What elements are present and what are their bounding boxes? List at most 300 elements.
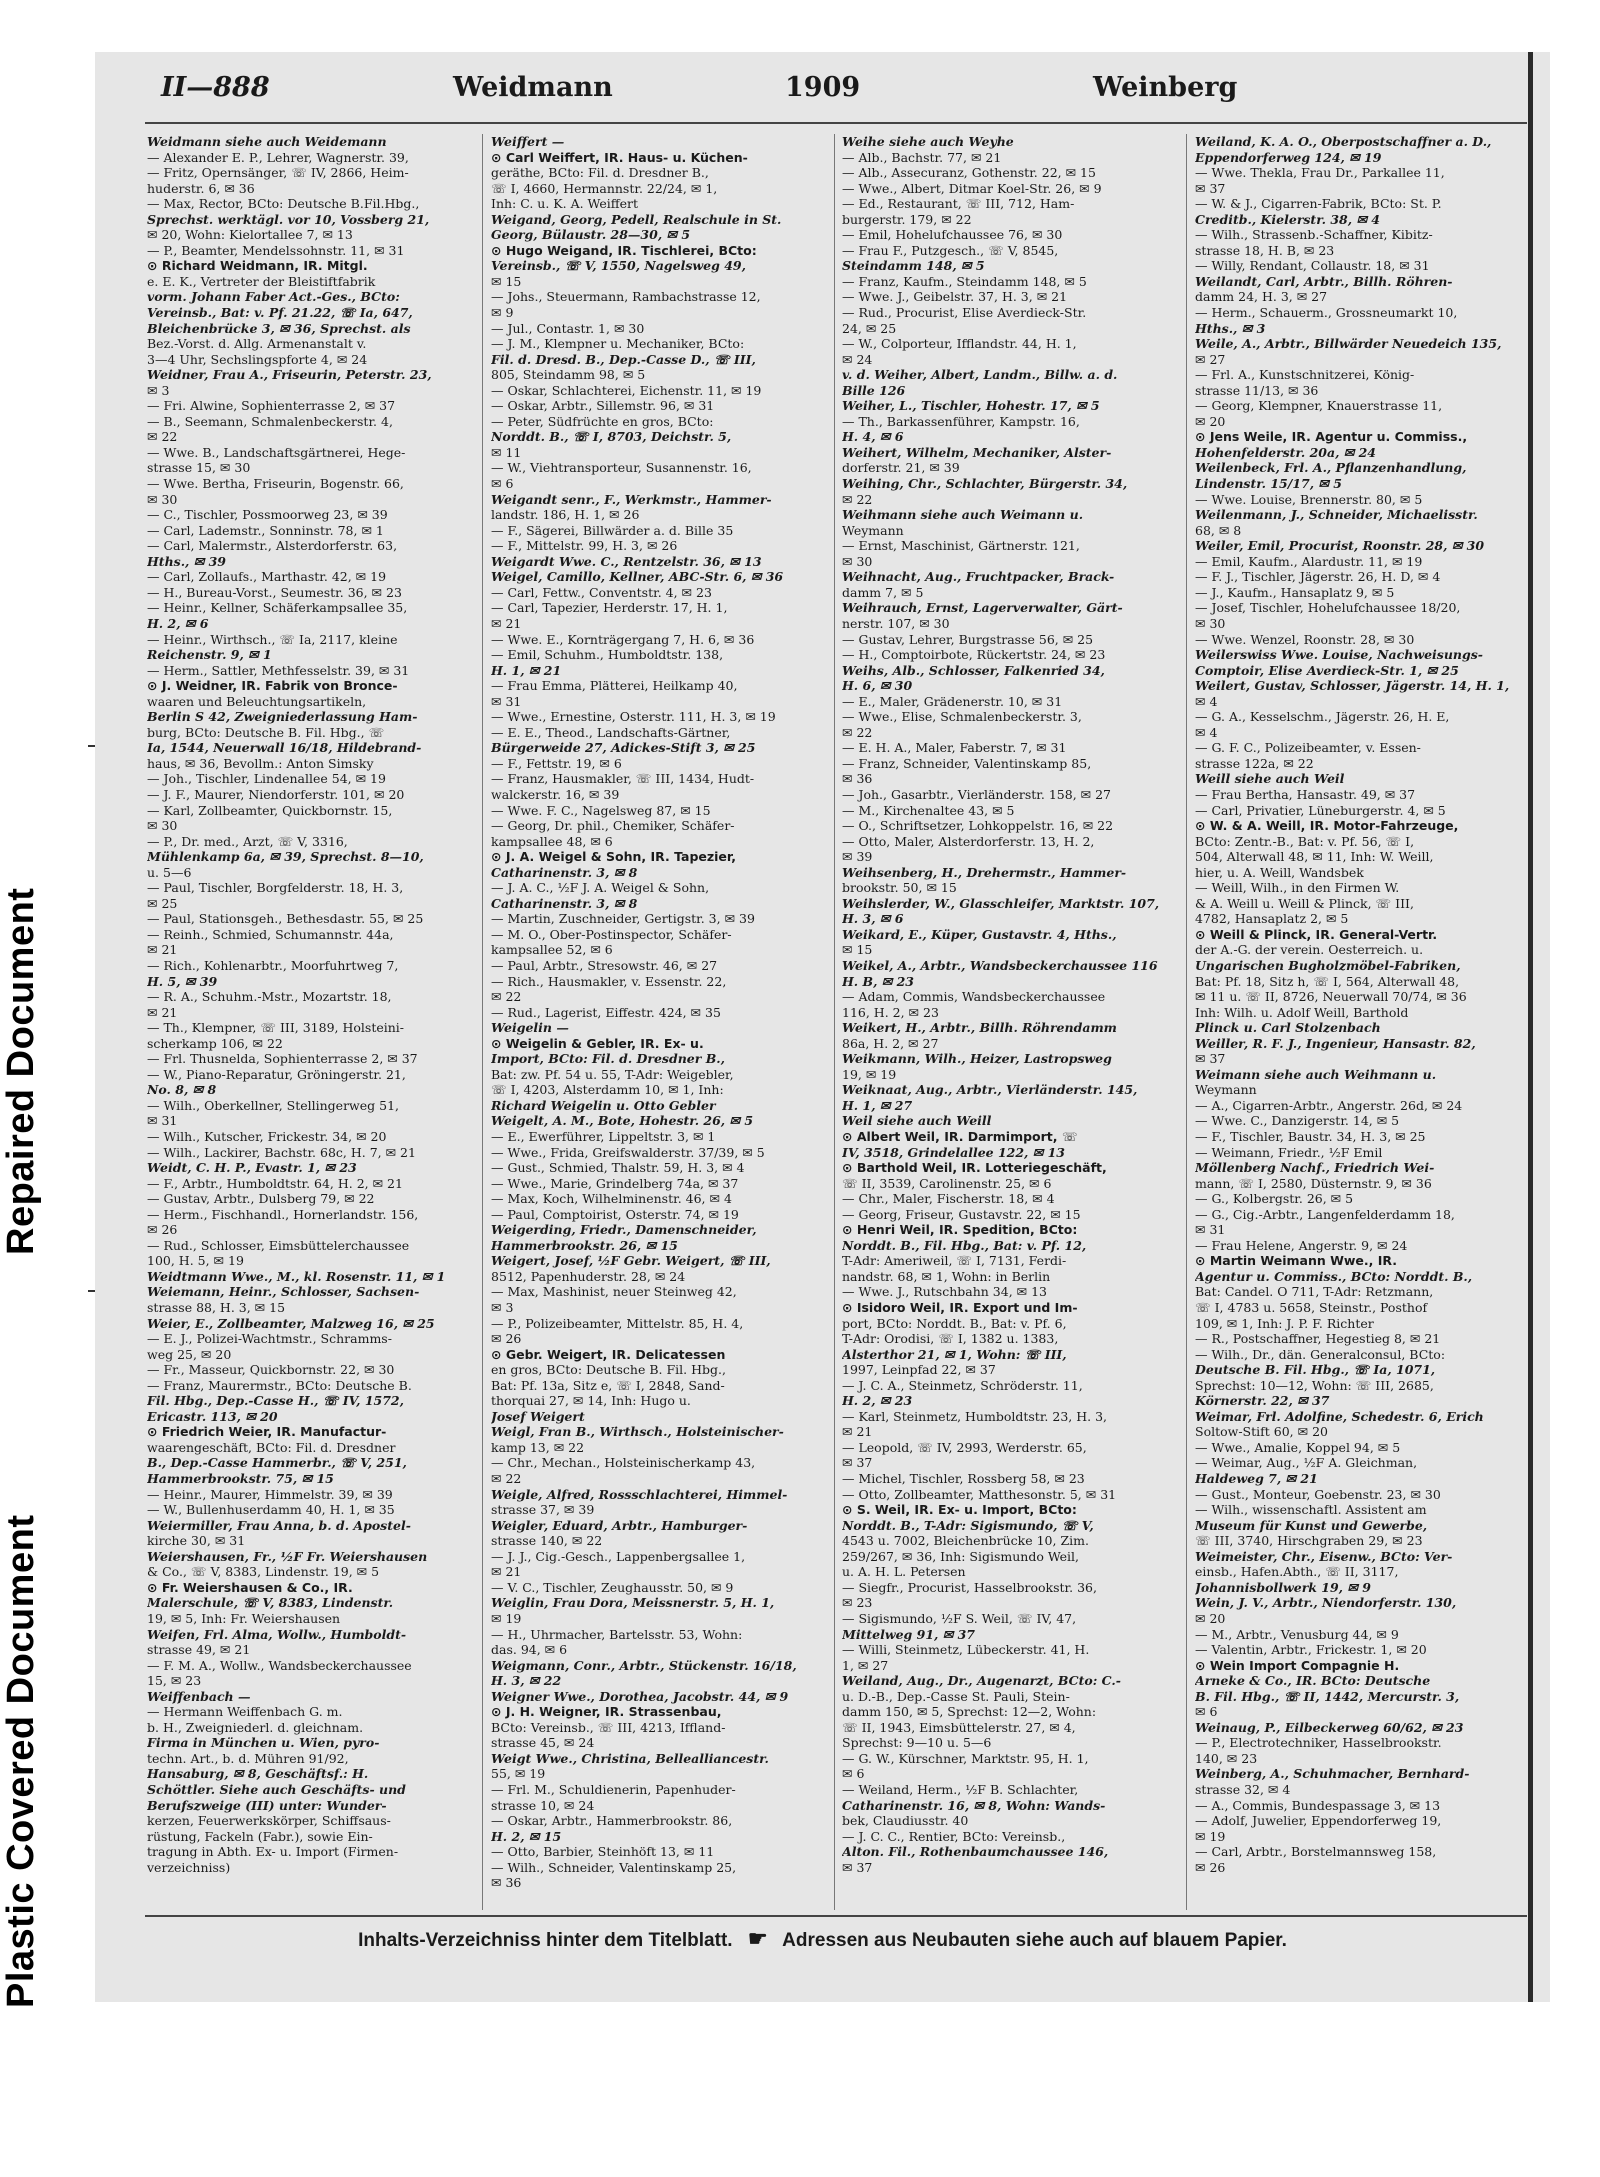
- directory-entry-line: — Joh., Gasarbtr., Vierländerstr. 158, ✉ 27: [842, 786, 1112, 802]
- directory-entry-line: — Frl. A., Kunstschnitzerei, König-: [1195, 367, 1415, 383]
- directory-entry-line: — Paul, Comptoirist, Osterstr. 74, ✉ 19: [491, 1206, 739, 1222]
- directory-entry-line: Weigner Wwe., Dorothea, Jacobstr. 44, ✉ 9: [491, 1688, 789, 1704]
- directory-entry-line: bek, Claudiusstr. 40: [842, 1813, 969, 1829]
- directory-entry-line: — J. A. C., ½F J. A. Weigel & Sohn,: [491, 880, 710, 896]
- directory-entry-line: kirche 30, ✉ 31: [147, 1533, 246, 1549]
- directory-entry-line: — Max, Koch, Wilhelminenstr. 46, ✉ 4: [491, 1191, 732, 1207]
- directory-entry-line: verzeichniss): [147, 1859, 231, 1875]
- directory-entry-line: Ungarischen Bugholzmöbel-Fabriken,: [1195, 957, 1461, 973]
- directory-entry-line: burg, BCto: Deutsche B. Fil. Hbg., ☏: [147, 724, 385, 740]
- directory-entry-line: burgerstr. 179, ✉ 22: [842, 211, 972, 227]
- directory-entry-line: — V. C., Tischler, Zeughausstr. 50, ✉ 9: [491, 1579, 734, 1595]
- directory-entry-line: — G. W., Kürschner, Marktstr. 95, H. 1,: [842, 1750, 1089, 1766]
- directory-entry-line: — Paul, Arbtr., Stresowstr. 46, ✉ 27: [491, 957, 718, 973]
- directory-entry-line: — G. F. C., Polizeibeamter, v. Essen-: [1195, 740, 1421, 756]
- directory-entry-line: ✉ 27: [1195, 351, 1226, 367]
- directory-entry-line: 805, Steindamm 98, ✉ 5: [491, 367, 646, 383]
- directory-entry-line: — Adolf, Juwelier, Eppendorferweg 19,: [1195, 1813, 1442, 1829]
- directory-entry-line: Weilerswiss Wwe. Louise, Nachweisungs-: [1195, 647, 1483, 663]
- directory-entry-line: Bat: zw. Pf. 54 u. 55, T-Adr: Weigebler,: [491, 1066, 734, 1082]
- directory-entry-line: Weigerding, Friedr., Damenschneider,: [491, 1222, 757, 1238]
- directory-entry-line: Weifen, Frl. Alma, Wollw., Humboldt-: [147, 1626, 407, 1642]
- directory-entry-line: — Fritz, Opernsänger, ☏ IV, 2866, Heim-: [147, 165, 409, 181]
- directory-entry-line: strasse 18, H. B, ✉ 23: [1195, 242, 1335, 258]
- directory-entry-line: — P., Electrotechniker, Hasselbrookstr.: [1195, 1735, 1442, 1751]
- directory-entry-line: Hths., ✉ 3: [1195, 320, 1266, 336]
- directory-entry-line: ☏ I, 4783 u. 5658, Steinstr., Posthof: [1195, 1300, 1428, 1316]
- directory-entry-line: — Otto, Maler, Alsterdorferstr. 13, H. 2,: [842, 833, 1095, 849]
- directory-entry-line: strasse 45, ✉ 24: [491, 1735, 595, 1751]
- directory-entry-line: strasse 122a, ✉ 22: [1195, 755, 1314, 771]
- directory-entry-line: mann, ☏ I, 2580, Düsternstr. 9, ✉ 36: [1195, 1175, 1432, 1191]
- directory-entry-line: ☏ II, 1943, Eimsbüttelerstr. 27, ✉ 4,: [842, 1719, 1076, 1735]
- column-divider: [834, 134, 835, 1910]
- directory-entry-line: — Emil, Hohelufchaussee 76, ✉ 30: [842, 227, 1063, 243]
- directory-entry-line: Weiglin, Frau Dora, Meissnerstr. 5, H. 1,: [491, 1595, 775, 1611]
- directory-entry-line: H. 2, ✉ 15: [491, 1828, 562, 1844]
- directory-entry-line: ✉ 26: [491, 1331, 522, 1347]
- directory-entry-line: — A., Commis, Bundespassage 3, ✉ 13: [1195, 1797, 1441, 1813]
- directory-entry-line: — R., Postschaffner, Hegestieg 8, ✉ 21: [1195, 1331, 1441, 1347]
- directory-entry-line: — Otto, Zollbeamter, Matthesonstr. 5, ✉ 31: [842, 1486, 1117, 1502]
- directory-entry-line: — Wwe. Thekla, Frau Dr., Parkallee 11,: [1195, 165, 1445, 181]
- directory-entry-line: Creditb., Kielerstr. 38, ✉ 4: [1195, 211, 1380, 227]
- directory-column-2: [491, 134, 825, 1914]
- directory-entry-line: ✉ 21: [147, 942, 178, 958]
- scanned-page: [95, 52, 1550, 2002]
- directory-entry-line: B. Fil. Hbg., ☏ II, 1442, Mercurstr. 3,: [1195, 1688, 1460, 1704]
- directory-entry-line: ✉ 15: [842, 942, 873, 958]
- directory-entry-line: — J. F., Maurer, Niendorferstr. 101, ✉ 20: [147, 786, 405, 802]
- directory-entry-line: — Th., Klempner, ☏ III, 3189, Holsteini-: [147, 1020, 405, 1036]
- directory-entry-line: ✉ 37: [842, 1859, 873, 1875]
- directory-entry-line: Weymann: [842, 522, 904, 538]
- directory-entry-line: — Wwe. B., Landschaftsgärtnerei, Hege-: [147, 444, 406, 460]
- directory-entry-line: — Ed., Restaurant, ☏ III, 712, Ham-: [842, 196, 1075, 212]
- directory-entry-line: Museum für Kunst und Gewerbe,: [1195, 1517, 1428, 1533]
- directory-entry-line: H. 5, ✉ 39: [147, 973, 218, 989]
- directory-column-4: [1195, 134, 1525, 1914]
- directory-entry-line: ✉ 26: [1195, 1859, 1226, 1875]
- directory-entry-line: Georg, Bülaustr. 28—30, ✉ 5: [491, 227, 691, 243]
- directory-entry-line: strasse 32, ✉ 4: [1195, 1781, 1291, 1797]
- directory-entry-line: Weigelin —: [491, 1020, 569, 1036]
- directory-entry-line: — Carl, Malermstr., Alsterdorferstr. 63,: [147, 538, 398, 554]
- directory-entry-line: — Oskar, Schlachterei, Eichenstr. 11, ✉ 19: [491, 382, 762, 398]
- directory-entry-line: Catharinenstr. 3, ✉ 8: [491, 895, 638, 911]
- directory-entry-line: Sprechst. werktägl. vor 10, Vossberg 21,: [147, 211, 430, 227]
- directory-entry-line: 55, ✉ 19: [491, 1766, 546, 1782]
- directory-entry-line: 4782, Hansaplatz 2, ✉ 5: [1195, 911, 1349, 927]
- directory-entry-line: BCto: Vereinsb., ☏ III, 4213, Iffland-: [491, 1719, 726, 1735]
- directory-entry-line: Weidtmann Wwe., M., kl. Rosenstr. 11, ✉ 1: [147, 1268, 446, 1284]
- directory-entry-line: ⊙ Friedrich Weier, IR. Manufactur-: [147, 1424, 387, 1440]
- directory-entry-line: — E. H. A., Maler, Faberstr. 7, ✉ 31: [842, 740, 1067, 756]
- directory-entry-line: strasse 88, H. 3, ✉ 15: [147, 1300, 286, 1316]
- directory-entry-line: ⊙ Jens Weile, IR. Agentur u. Commiss.,: [1195, 429, 1468, 445]
- page-edge: [1528, 52, 1533, 2002]
- directory-entry-line: — O., Schriftsetzer, Lohkoppelstr. 16, ✉ 22: [842, 818, 1114, 834]
- directory-entry-line: ✉ 15: [491, 273, 522, 289]
- directory-entry-line: ⊙ Isidoro Weil, IR. Export und Im-: [842, 1300, 1078, 1316]
- directory-entry-line: Bürgerweide 27, Adickes-Stift 3, ✉ 25: [491, 740, 756, 756]
- directory-entry-line: ⊙ Fr. Weiershausen & Co., IR.: [147, 1579, 353, 1595]
- directory-entry-line: Catharinenstr. 3, ✉ 8: [491, 864, 638, 880]
- directory-entry-line: — Siegfr., Procurist, Hasselbrookstr. 36,: [842, 1579, 1097, 1595]
- directory-entry-line: — Gust., Schmied, Thalstr. 59, H. 3, ✉ 4: [491, 1160, 745, 1176]
- directory-entry-line: Johannisbollwerk 19, ✉ 9: [1195, 1579, 1371, 1595]
- directory-entry-line: Import, BCto: Fil. d. Dresdner B.,: [491, 1051, 725, 1067]
- directory-entry-line: — Alb., Assecuranz, Gothenstr. 22, ✉ 15: [842, 165, 1096, 181]
- directory-entry-line: Schöttler. Siehe auch Geschäfts- und: [147, 1781, 406, 1797]
- directory-entry-line: — F. M. A., Wollw., Wandsbeckerchaussee: [147, 1657, 412, 1673]
- directory-entry-line: — Frau Helene, Angerstr. 9, ✉ 24: [1195, 1237, 1408, 1253]
- directory-entry-line: e. E. K., Vertreter der Bleistiftfabrik: [147, 273, 376, 289]
- directory-entry-line: — Ernst, Maschinist, Gärtnerstr. 121,: [842, 538, 1080, 554]
- directory-entry-line: ✉ 22: [147, 429, 178, 445]
- directory-entry-line: 15, ✉ 23: [147, 1673, 202, 1689]
- directory-entry-line: — Fr., Masseur, Quickbornstr. 22, ✉ 30: [147, 1362, 395, 1378]
- directory-entry-line: Ericastr. 113, ✉ 20: [147, 1408, 278, 1424]
- directory-entry-line: Berlin S 42, Zweigniederlassung Ham-: [147, 709, 418, 725]
- directory-entry-line: 86a, H. 2, ✉ 27: [842, 1035, 939, 1051]
- directory-entry-line: — Wwe. J., Geibelstr. 37, H. 3, ✉ 21: [842, 289, 1068, 305]
- directory-entry-line: ⊙ Wein Import Compagnie H.: [1195, 1657, 1400, 1673]
- directory-entry-line: Weier, E., Zollbeamter, Malzweg 16, ✉ 25: [147, 1315, 435, 1331]
- directory-entry-line: — Peter, Südfrüchte en gros, BCto:: [491, 413, 714, 429]
- directory-entry-line: — Chr., Maler, Fischerstr. 18, ✉ 4: [842, 1191, 1055, 1207]
- directory-entry-line: — Wilh., Schneider, Valentinskamp 25,: [491, 1859, 737, 1875]
- directory-entry-line: — Willi, Steinmetz, Lübeckerstr. 41, H.: [842, 1642, 1090, 1658]
- directory-entry-line: — H., Bureau-Vorst., Seumestr. 36, ✉ 23: [147, 584, 402, 600]
- directory-entry-line: H. 3, ✉ 6: [842, 911, 904, 927]
- directory-entry-line: u. 5—6: [147, 864, 192, 880]
- directory-entry-line: Weiknaat, Aug., Arbtr., Vierländerstr. 145,: [842, 1082, 1138, 1098]
- directory-entry-line: & A. Weill u. Weill & Plinck, ☏ III,: [1195, 895, 1414, 911]
- directory-entry-line: Bleichenbrücke 3, ✉ 36, Sprechst. als: [147, 320, 411, 336]
- directory-entry-line: — Wwe., Albert, Ditmar Koel-Str. 26, ✉ 9: [842, 180, 1102, 196]
- directory-entry-line: ☏ I, 4203, Alsterdamm 10, ✉ 1, Inh:: [491, 1082, 724, 1098]
- directory-entry-line: Weigardt Wwe. C., Rentzelstr. 36, ✉ 13: [491, 553, 762, 569]
- directory-entry-line: ✉ 22: [842, 491, 873, 507]
- directory-entry-line: waaren und Beleuchtungsartikeln,: [147, 693, 367, 709]
- directory-entry-line: 116, H. 2, ✉ 23: [842, 1004, 939, 1020]
- directory-entry-line: — Wwe. Louise, Brennerstr. 80, ✉ 5: [1195, 491, 1423, 507]
- pointing-hand-icon: ☛: [747, 1926, 768, 1951]
- directory-entry-line: ⊙ Weigelin & Gebler, IR. Ex- u.: [491, 1035, 704, 1051]
- directory-entry-line: Weikard, E., Küper, Gustavstr. 4, Hths.,: [842, 926, 1117, 942]
- directory-entry-line: ✉ 25: [147, 895, 178, 911]
- directory-entry-line: H. 4, ✉ 6: [842, 429, 904, 445]
- directory-entry-line: ✉ 20, Wohn: Kielortallee 7, ✉ 13: [147, 227, 353, 243]
- directory-entry-line: — Frau Bertha, Hansastr. 49, ✉ 37: [1195, 786, 1416, 802]
- directory-entry-line: Weigand, Georg, Pedell, Realschule in St.: [491, 211, 782, 227]
- directory-entry-line: Comptoir, Elise Averdieck-Str. 1, ✉ 25: [1195, 662, 1459, 678]
- directory-entry-line: tragung in Abth. Ex- u. Import (Firmen-: [147, 1844, 399, 1860]
- directory-entry-line: Weiller, R. F. J., Ingenieur, Hansastr. 82,: [1195, 1035, 1476, 1051]
- directory-entry-line: landstr. 186, H. 1, ✉ 26: [491, 507, 640, 523]
- directory-entry-line: Weihslerder, W., Glasschleifer, Marktstr. 107,: [842, 895, 1160, 911]
- directory-entry-line: Hths., ✉ 39: [147, 553, 226, 569]
- directory-entry-line: Weimann siehe auch Weihmann u.: [1195, 1066, 1437, 1082]
- directory-entry-line: — Carl, Arbtr., Borstelmannsweg 158,: [1195, 1844, 1437, 1860]
- directory-entry-line: ✉ 6: [1195, 1704, 1218, 1720]
- directory-entry-line: — G. A., Kesselschm., Jägerstr. 26, H. E,: [1195, 709, 1450, 725]
- directory-entry-line: & Co., ☏ V, 8383, Lindenstr. 19, ✉ 5: [147, 1564, 380, 1580]
- directory-entry-line: 259/267, ✉ 36, Inh: Sigismundo Weil,: [842, 1548, 1080, 1564]
- directory-entry-line: Firma in München u. Wien, pyro-: [147, 1735, 380, 1751]
- directory-entry-line: Weiler, Emil, Procurist, Roonstr. 28, ✉ 30: [1195, 538, 1485, 554]
- directory-entry-line: T-Adr: Orodisi, ☏ I, 1382 u. 1383,: [842, 1331, 1059, 1347]
- directory-entry-line: rüstung, Fackeln (Fabr.), sowie Ein-: [147, 1828, 373, 1844]
- directory-entry-line: Weimeister, Chr., Eisenw., BCto: Ver-: [1195, 1548, 1453, 1564]
- directory-entry-line: Hohenfelderstr. 20a, ✉ 24: [1195, 444, 1377, 460]
- directory-entry-line: ⊙ Carl Weiffert, IR. Haus- u. Küchen-: [491, 149, 748, 165]
- directory-entry-line: ✉ 21: [842, 1424, 873, 1440]
- directory-entry-line: ✉ 26: [147, 1222, 178, 1238]
- directory-entry-line: 1, ✉ 27: [842, 1657, 889, 1673]
- directory-entry-line: ✉ 31: [491, 693, 522, 709]
- directory-entry-line: ✉ 37: [842, 1455, 873, 1471]
- directory-entry-line: — P., Beamter, Mendelssohnstr. 11, ✉ 31: [147, 242, 405, 258]
- directory-entry-line: — A., Cigarren-Arbtr., Angerstr. 26d, ✉ 24: [1195, 1097, 1463, 1113]
- directory-entry-line: H. 6, ✉ 30: [842, 678, 913, 694]
- directory-entry-line: — Heinr., Kellner, Schäferkampsallee 35,: [147, 600, 408, 616]
- directory-entry-line: kampsallee 52, ✉ 6: [491, 942, 613, 958]
- directory-entry-line: — Wwe. Wenzel, Roonstr. 28, ✉ 30: [1195, 631, 1415, 647]
- page-number: II—888: [161, 72, 270, 103]
- directory-entry-line: — Rud., Schlosser, Eimsbüttelerchaussee: [147, 1237, 410, 1253]
- directory-entry-line: Weilandt, Carl, Arbtr., Billh. Röhren-: [1195, 273, 1453, 289]
- directory-entry-line: Weihs, Alb., Schlosser, Falkenried 34,: [842, 662, 1105, 678]
- page-footer: [95, 1926, 1550, 1952]
- directory-entry-line: Mittelweg 91, ✉ 37: [842, 1626, 975, 1642]
- directory-entry-line: — J., Kaufm., Hansaplatz 9, ✉ 5: [1195, 584, 1395, 600]
- directory-entry-line: No. 8, ✉ 8: [147, 1082, 217, 1098]
- directory-entry-line: — Franz, Kaufm., Steindamm 148, ✉ 5: [842, 273, 1087, 289]
- directory-entry-line: — Hermann Weiffenbach G. m.: [147, 1704, 343, 1720]
- footer-rule: [145, 1915, 1527, 1917]
- directory-entry-line: ⊙ Richard Weidmann, IR. Mitgl.: [147, 258, 368, 274]
- directory-entry-line: — Carl, Zollaufs., Marthastr. 42, ✉ 19: [147, 569, 387, 585]
- directory-entry-line: — Rich., Hausmakler, v. Essenstr. 22,: [491, 973, 727, 989]
- directory-entry-line: — J. C. C., Rentier, BCto: Vereinsb.,: [842, 1828, 1066, 1844]
- directory-entry-line: — Franz, Maurermstr., BCto: Deutsche B.: [147, 1377, 412, 1393]
- directory-entry-line: — Wilh., wissenschaftl. Assistent am: [1195, 1502, 1427, 1518]
- directory-column-3: [842, 134, 1178, 1914]
- directory-entry-line: IV, 3518, Grindelallee 122, ✉ 13: [842, 1144, 1065, 1160]
- directory-entry-line: — Gust., Monteur, Goebenstr. 23, ✉ 30: [1195, 1486, 1441, 1502]
- directory-entry-line: — E., Maler, Grädenerstr. 10, ✉ 31: [842, 693, 1063, 709]
- directory-entry-line: — M., Kirchenaltee 43, ✉ 5: [842, 802, 1015, 818]
- directory-entry-line: — Wwe., Amalie, Koppel 94, ✉ 5: [1195, 1439, 1401, 1455]
- directory-entry-line: Weigandt senr., F., Werkmstr., Hammer-: [491, 491, 772, 507]
- directory-entry-line: — Wwe., Ernestine, Osterstr. 111, H. 3, ✉ 19: [491, 709, 776, 725]
- directory-entry-line: Weihsenberg, H., Drehermstr., Hammer-: [842, 864, 1127, 880]
- directory-entry-line: — Michel, Tischler, Rossberg 58, ✉ 23: [842, 1471, 1085, 1487]
- directory-entry-line: H. 2, ✉ 23: [842, 1393, 913, 1409]
- directory-entry-line: ⊙ Gebr. Weigert, IR. Delicatessen: [491, 1346, 726, 1362]
- directory-entry-line: — Fri. Alwine, Sophienterrasse 2, ✉ 37: [147, 398, 396, 414]
- directory-entry-line: — Herm., Fischhandl., Hornerlandstr. 156,: [147, 1206, 419, 1222]
- directory-entry-line: — Herm., Sattler, Methfesselstr. 39, ✉ 31: [147, 662, 410, 678]
- directory-entry-line: — Martin, Zuschneider, Gertigstr. 3, ✉ 39: [491, 911, 755, 927]
- directory-entry-line: H. B, ✉ 23: [842, 973, 915, 989]
- directory-entry-line: Inh: C. u. K. A. Weiffert: [491, 196, 639, 212]
- directory-entry-line: — Reinh., Schmied, Schumannstr. 44a,: [147, 926, 394, 942]
- directory-entry-line: strasse 49, ✉ 21: [147, 1642, 251, 1658]
- directory-entry-line: — F., Sägerei, Billwärder a. d. Bille 35: [491, 522, 734, 538]
- directory-entry-line: — Emil, Kaufm., Alardustr. 11, ✉ 19: [1195, 553, 1423, 569]
- directory-entry-line: Steindamm 148, ✉ 5: [842, 258, 985, 274]
- directory-entry-line: Weiemann, Heinr., Schlosser, Sachsen-: [147, 1284, 420, 1300]
- directory-entry-line: Fil. d. Dresd. B., Dep.-Casse D., ☏ III,: [491, 351, 756, 367]
- directory-entry-line: ✉ 11 u. ☏ II, 8726, Neuerwall 70/74, ✉ 36: [1195, 989, 1467, 1005]
- directory-entry-line: Alsterthor 21, ✉ 1, Wohn: ☏ III,: [842, 1346, 1067, 1362]
- directory-entry-line: Weiffenbach —: [147, 1688, 251, 1704]
- directory-entry-line: ✉ 31: [147, 1113, 178, 1129]
- directory-entry-line: ✉ 37: [1195, 1051, 1226, 1067]
- directory-entry-line: Weikert, H., Arbtr., Billh. Röhrendamm: [842, 1020, 1117, 1036]
- directory-entry-line: Weilert, Gustav, Schlosser, Jägerstr. 14, H. 1,: [1195, 678, 1510, 694]
- directory-entry-line: — W., Viehtransporteur, Susannenstr. 16,: [491, 460, 752, 476]
- directory-entry-line: ⊙ J. A. Weigel & Sohn, IR. Tapezier,: [491, 849, 736, 865]
- directory-entry-line: — F., Tischler, Baustr. 34, H. 3, ✉ 25: [1195, 1129, 1426, 1144]
- directory-entry-line: — Wwe., Frida, Greifswalderstr. 37/39, ✉ 5: [491, 1144, 765, 1160]
- directory-entry-line: ✉ 6: [491, 476, 514, 492]
- directory-entry-line: — Adam, Commis, Wandsbeckerchaussee: [842, 989, 1106, 1005]
- directory-entry-line: strasse 15, ✉ 30: [147, 460, 251, 476]
- directory-entry-line: Weigl, Fran B., Wirthsch., Holsteinischer-: [491, 1424, 784, 1440]
- directory-entry-line: ✉ 23: [842, 1595, 873, 1611]
- directory-entry-line: — F., Fettstr. 19, ✉ 6: [491, 755, 622, 771]
- directory-entry-line: Berufszweige (III) unter: Wunder-: [147, 1797, 387, 1813]
- directory-entry-line: geräthe, BCto: Fil. d. Dresdner B.,: [491, 165, 709, 181]
- directory-entry-line: ⊙ Martin Weimann Wwe., IR.: [1195, 1253, 1398, 1269]
- directory-entry-line: Norddt. B., T-Adr: Sigismundo, ☏ V,: [842, 1517, 1094, 1533]
- directory-entry-line: kerzen, Feuerwerkskörper, Schiffsaus-: [147, 1813, 391, 1829]
- directory-entry-line: — J. M., Klempner u. Mechaniker, BCto:: [491, 336, 745, 352]
- plastic-covered-label: Plastic Covered Document: [0, 1514, 42, 2008]
- directory-entry-line: strasse 11/13, ✉ 36: [1195, 382, 1319, 398]
- directory-entry-line: nerstr. 107, ✉ 30: [842, 615, 950, 631]
- directory-column-1: [147, 134, 473, 1914]
- directory-entry-line: — J. J., Cig.-Gesch., Lappenbergsallee 1,: [491, 1548, 746, 1564]
- directory-entry-line: Weikmann, Wilh., Heizer, Lastropsweg: [842, 1051, 1112, 1067]
- directory-entry-line: hier, u. A. Weill, Wandsbek: [1195, 864, 1364, 880]
- directory-entry-line: ✉ 21: [147, 1004, 178, 1020]
- directory-entry-line: — Oskar, Arbtr., Hammerbrookstr. 86,: [491, 1813, 733, 1829]
- directory-entry-line: Deutsche B. Fil. Hbg., ☏ Ia, 1071,: [1195, 1362, 1436, 1378]
- directory-entry-line: ☏ I, 4660, Hermannstr. 22/24, ✉ 1,: [491, 180, 718, 196]
- column-divider: [1186, 134, 1187, 1910]
- directory-entry-line: — Wwe. C., Danzigerstr. 14, ✉ 5: [1195, 1113, 1400, 1129]
- directory-entry-line: Weidner, Frau A., Friseurin, Peterstr. 23,: [147, 367, 432, 383]
- directory-entry-line: — E. J., Polizei-Wachtmstr., Schramms-: [147, 1331, 392, 1347]
- directory-entry-line: — Chr., Mechan., Holsteinischerkamp 43,: [491, 1455, 756, 1471]
- page-header: [95, 72, 1525, 112]
- directory-entry-line: — Wwe. J., Rutschbahn 34, ✉ 13: [842, 1284, 1048, 1300]
- directory-entry-line: ✉ 21: [491, 615, 522, 631]
- directory-entry-line: Weidt, C. H. P., Evastr. 1, ✉ 23: [147, 1160, 357, 1176]
- directory-entry-line: Ia, 1544, Neuerwall 16/18, Hildebrand-: [147, 740, 422, 756]
- directory-entry-line: — Wwe., Marie, Grindelberg 74a, ✉ 37: [491, 1175, 739, 1191]
- directory-entry-line: — P., Polizeibeamter, Mittelstr. 85, H. 4,: [491, 1315, 744, 1331]
- directory-entry-line: — G., Cig.-Arbtr., Langenfelderdamm 18,: [1195, 1206, 1455, 1222]
- directory-entry-line: 3—4 Uhr, Sechslingspforte 4, ✉ 24: [147, 351, 368, 367]
- directory-entry-line: — Georg, Dr. phil., Chemiker, Schäfer-: [491, 818, 735, 834]
- directory-entry-line: — Carl, Tapezier, Herderstr. 17, H. 1,: [491, 600, 728, 616]
- directory-entry-line: Vereinsb., Bat: v. Pf. 21.22, ☏ Ia, 647,: [147, 305, 413, 321]
- directory-entry-line: Weigel, Camillo, Kellner, ABC-Str. 6, ✉ 36: [491, 569, 784, 585]
- directory-entry-line: Weihing, Chr., Schlachter, Bürgerstr. 34,: [842, 476, 1128, 492]
- directory-entry-line: damm 7, ✉ 5: [842, 584, 924, 600]
- directory-entry-line: haus, ✉ 36, Bevollm.: Anton Simsky: [147, 755, 374, 771]
- directory-entry-line: ⊙ Hugo Weigand, IR. Tischlerei, BCto:: [491, 242, 757, 258]
- directory-entry-line: — Wwe., Elise, Schmalenbeckerstr. 3,: [842, 709, 1082, 725]
- directory-entry-line: Weihnacht, Aug., Fruchtpacker, Brack-: [842, 569, 1115, 585]
- directory-entry-line: 19, ✉ 5, Inh: Fr. Weiershausen: [147, 1610, 341, 1626]
- directory-entry-line: Bat: Pf. 13a, Sitz e, ☏ I, 2848, Sand-: [491, 1377, 725, 1393]
- directory-entry-line: ✉ 21: [491, 1564, 522, 1580]
- directory-entry-line: H. 1, ✉ 21: [491, 662, 562, 678]
- directory-entry-line: Weiland, K. A. O., Oberpostschaffner a. D.,: [1195, 134, 1492, 149]
- directory-entry-line: ✉ 22: [491, 989, 522, 1005]
- directory-entry-line: B., Dep.-Casse Hammerbr., ☏ V, 251,: [147, 1455, 407, 1471]
- directory-entry-line: ⊙ Barthold Weil, IR. Lotteriegeschäft,: [842, 1160, 1107, 1176]
- directory-entry-line: Bez.-Vorst. d. Allg. Armenanstalt v.: [147, 336, 367, 352]
- directory-entry-line: Weiher, L., Tischler, Hohestr. 17, ✉ 5: [842, 398, 1100, 414]
- directory-entry-line: — R. A., Schuhm.-Mstr., Mozartstr. 18,: [147, 989, 392, 1005]
- header-first-entry: Weidmann: [453, 72, 613, 103]
- directory-entry-line: Bat: Pf. 18, Sitz h, ☏ I, 564, Alterwall 48,: [1195, 973, 1460, 989]
- directory-entry-line: damm 150, ✉ 5, Sprechst: 12—2, Wohn:: [842, 1704, 1097, 1720]
- directory-entry-line: — Weiland, Herm., ½F B. Schlachter,: [842, 1781, 1079, 1797]
- directory-entry-line: 1997, Leinpfad 22, ✉ 37: [842, 1362, 996, 1378]
- directory-entry-line: Norddt. B., ☏ I, 8703, Deichstr. 5,: [491, 429, 732, 445]
- directory-entry-line: — Franz, Schneider, Valentinskamp 85,: [842, 755, 1092, 771]
- directory-entry-line: — Wilh., Lackirer, Bachstr. 68c, H. 7, ✉ 21: [147, 1144, 416, 1160]
- directory-entry-line: Vereinsb., ☏ V, 1550, Nagelsweg 49,: [491, 258, 746, 274]
- directory-entry-line: Weilenmann, J., Schneider, Michaelisstr.: [1195, 507, 1478, 523]
- directory-entry-line: Weiland, Aug., Dr., Augenarzt, BCto: C.-: [842, 1673, 1121, 1689]
- directory-entry-line: Richard Weigelin u. Otto Gebler: [491, 1097, 716, 1113]
- directory-entry-line: — Weimar, Aug., ½F A. Gleichman,: [1195, 1455, 1418, 1471]
- directory-entry-line: ✉ 30: [147, 818, 178, 834]
- directory-entry-line: — Th., Barkassenführer, Kampstr. 16,: [842, 413, 1080, 429]
- directory-entry-line: en gros, BCto: Deutsche B. Fil. Hbg.,: [491, 1362, 726, 1378]
- footer-new-buildings-note: Adressen aus Neubauten siehe auch auf blauem Papier.: [782, 1930, 1287, 1951]
- directory-entry-line: vorm. Johann Faber Act.-Ges., BCto:: [147, 289, 400, 305]
- directory-entry-line: Hansaburg, ✉ 8, Geschäftsf.: H.: [147, 1766, 369, 1782]
- directory-entry-line: ⊙ Albert Weil, IR. Darmimport, ☏: [842, 1129, 1078, 1144]
- directory-entry-line: — H., Uhrmacher, Bartelsstr. 53, Wohn:: [491, 1626, 743, 1642]
- directory-entry-line: 19, ✉ 19: [842, 1066, 897, 1082]
- directory-entry-line: ✉ 3: [491, 1300, 514, 1316]
- directory-entry-line: — Wilh., Oberkellner, Stellingerweg 51,: [147, 1097, 400, 1113]
- directory-entry-line: — Paul, Stationsgeh., Bethesdastr. 55, ✉ 25: [147, 911, 424, 927]
- directory-entry-line: weg 25, ✉ 20: [147, 1346, 232, 1362]
- directory-entry-line: Weihmann siehe auch Weimann u.: [842, 507, 1084, 523]
- directory-entry-line: der A.-G. der verein. Oesterreich. u.: [1195, 942, 1424, 958]
- directory-entry-line: — Oskar, Arbtr., Sillemstr. 96, ✉ 31: [491, 398, 715, 414]
- directory-entry-line: ⊙ J. Weidner, IR. Fabrik von Bronce-: [147, 678, 398, 694]
- directory-entry-line: — Gustav, Arbtr., Dulsberg 79, ✉ 22: [147, 1191, 375, 1207]
- directory-entry-line: strasse 140, ✉ 22: [491, 1533, 603, 1549]
- directory-entry-line: Weigt Wwe., Christina, Bellealliancestr.: [491, 1750, 769, 1766]
- directory-entry-line: Weil siehe auch Weill: [842, 1113, 992, 1129]
- directory-entry-line: — Wwe. Bertha, Friseurin, Bogenstr. 66,: [147, 476, 404, 492]
